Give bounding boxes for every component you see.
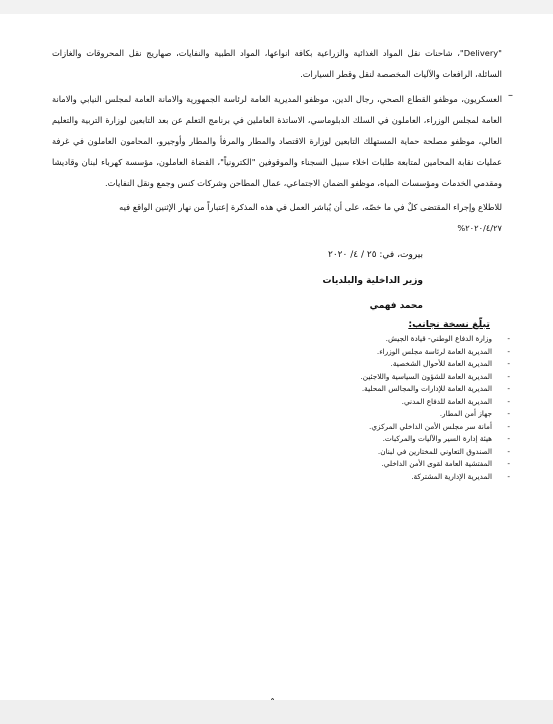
list-item: - هيئة إدارة السير والآليات والمركبات.: [290, 433, 510, 446]
list-item: - المفتشية العامة لقوى الأمن الداخلي.: [290, 458, 510, 471]
effective-date-text: للاطلاع وإجراء المقتضى كلٌ في ما خصّه، على أن يُباشر العمل في هذه المذكرة إعتباراً من نهار الإثنين الواقع فيه: [119, 202, 502, 212]
list-item: - أمانة سر مجلس الأمن الداخلي المركزي.: [290, 421, 510, 434]
top-scan-margin: [0, 0, 553, 14]
list-item: - المديرية العامة لرئاسة مجلس الوزراء.: [290, 346, 510, 359]
paragraph-vehicles: "Delivery"، شاحنات نقل المواد الغذائية والزراعية بكافة انواعها، المواد الطبية والنفايات، صهاريج نقل المحروقات والغازات السائلة، الرافعات والآليات المخصصة لنقل وقطر السيارات.: [52, 48, 502, 79]
distribution-heading: تبلّغ نسخة نجانب:: [408, 319, 490, 330]
list-item: - الصندوق التعاوني للمختارين في لبنان.: [290, 446, 510, 459]
list-item: - المديرية العامة للدفاع المدني.: [290, 396, 510, 409]
bottom-scan-margin: [0, 700, 553, 724]
paragraph-effective-date: [52, 197, 502, 239]
signature-date: بيروت، في: ٢٥ / ٤/ ٢٠٢٠: [328, 250, 423, 260]
list-item: - جهاز أمن المطار.: [290, 408, 510, 421]
paragraph-exempted-categories: العسكريون، موظفو القطاع الصحي، رجال الدين، موظفو المديرية العامة لرئاسة الجمهورية والامانة العامة لمجلس النيابي والامانة العامة لمجلس الوزراء، العاملون في السلك الدبلوماسي، الاساتذة العاملين في برنامج التعلم عن بعد التابعين لوزارة التربية والتعليم العالي، موظفو مصلحة حماية المستهلك التابعين لوزارة الاقتصاد والمطار والمرفأ والمطار وأوجيرو، المحامون العاملون في غرفة عمليات نقابة المحامين لمتابعة طلبات اخلاء سبيل السجناء والموقوفين "الكترونياً"، القضاة العاملون، مؤسسة كهرباء لبنان وقاديشا ومقدمي الخدمات ومؤسسات المياه، موظفو الضمان الاجتماعي، عمال المطاحن وشركات كنس وجمع ونقل النفايات.: [52, 94, 502, 188]
list-item: - المديرية الإدارية المشتركة.: [290, 471, 510, 484]
signature-title: وزير الداخلية والبلديات: [322, 276, 423, 286]
list-item: - المديرية العامة للأحوال الشخصية.: [290, 358, 510, 371]
list-dash: –: [508, 90, 513, 101]
list-item: - المديرية العامة للإدارات والمجالس المحلية.: [290, 383, 510, 396]
list-item: - وزارة الدفاع الوطني- قيادة الجيش.: [290, 333, 510, 346]
effective-date: ٢٠٢٠/٤/٢٧%: [457, 223, 502, 233]
distribution-list: [290, 333, 510, 483]
signature-name: محمد فهمي: [369, 301, 423, 311]
list-item: - المديرية العامة للشؤون السياسية واللاجئين.: [290, 371, 510, 384]
